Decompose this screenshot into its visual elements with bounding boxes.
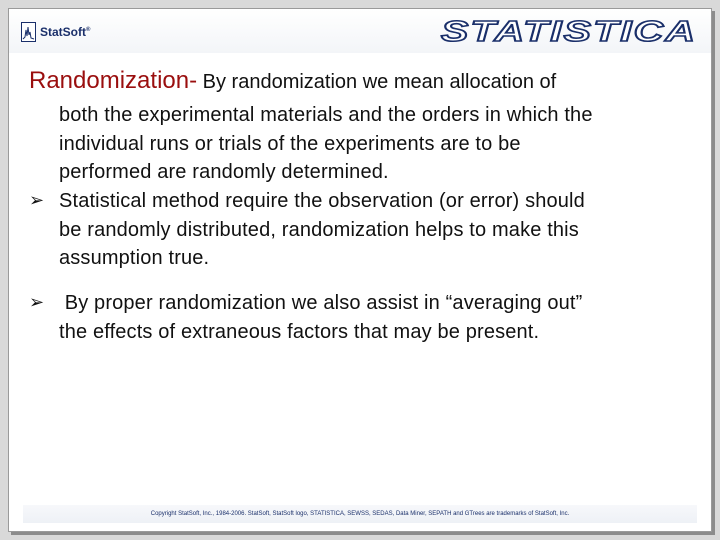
bullet-text	[59, 289, 699, 346]
statistica-brand-text: STATISTICA	[441, 16, 697, 47]
slide-title: Randomization-	[29, 67, 198, 94]
paragraph-line: performed are randomly determined.	[59, 161, 389, 183]
intro-paragraph	[59, 101, 699, 187]
arrow-bullet-icon: ➢	[29, 190, 45, 211]
statsoft-logo	[21, 19, 90, 45]
paragraph-line: both the experimental materials and the orders in which the	[59, 104, 593, 126]
statistica-brand-logo	[439, 15, 701, 47]
slide	[8, 8, 712, 532]
bullet-line: Statistical method require the observation (or error) should	[59, 190, 585, 212]
paragraph-line: individual runs or trials of the experiments are to be	[59, 132, 521, 155]
bullet-line: assumption true.	[59, 247, 210, 269]
bullet-line: By proper randomization we also assist in “averaging out”	[59, 292, 583, 314]
bullet-line: be randomly distributed, randomization helps to make this	[59, 218, 579, 241]
bullet-line: the effects of extraneous factors that may be present.	[59, 320, 540, 343]
slide-heading	[29, 67, 709, 95]
arrow-bullet-icon: ➢	[29, 292, 45, 313]
statsoft-logo-icon	[21, 22, 36, 42]
slide-header	[9, 9, 711, 53]
slide-title-lead: By randomization we mean allocation of	[197, 71, 557, 93]
bullet-text	[59, 187, 699, 273]
statsoft-logo-text: StatSoft®	[40, 25, 91, 39]
copyright-footer: Copyright StatSoft, Inc., 1984-2006. StatSoft, StatSoft logo, STATISTICA, SEWSS, SEDAS, Data Miner, SEPATH and GTrees are trademarks of StatSoft, Inc.	[23, 505, 697, 523]
